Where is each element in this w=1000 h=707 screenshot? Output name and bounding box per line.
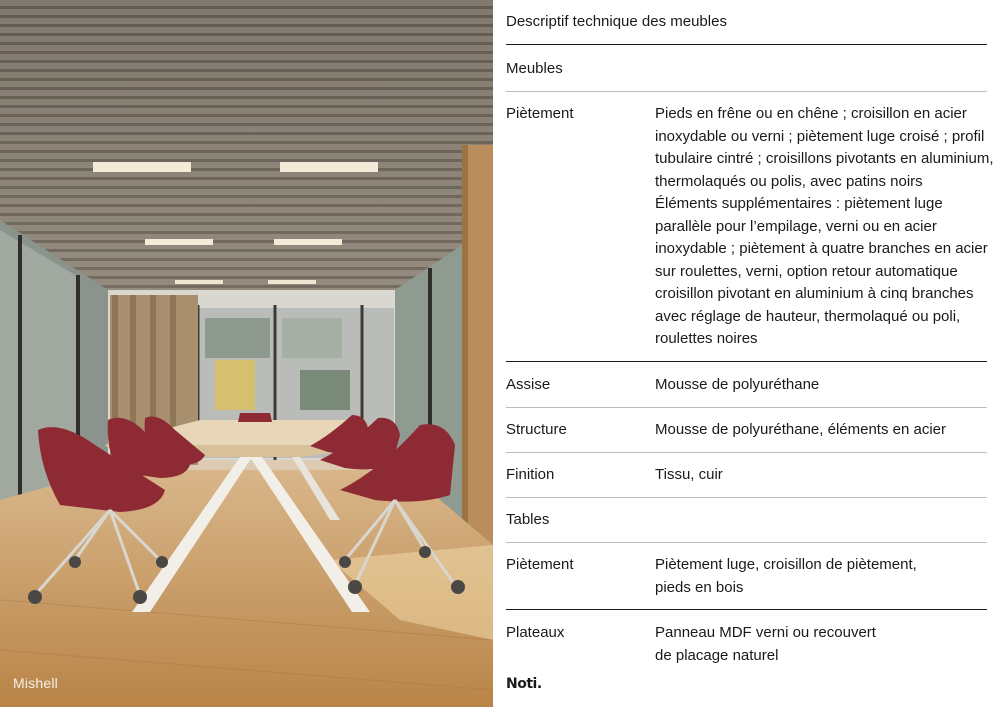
technical-description-sheet <box>506 0 994 707</box>
row-value-plateaux <box>655 622 989 667</box>
divider <box>506 44 987 45</box>
divider <box>506 542 987 543</box>
row-value-structure <box>655 419 989 442</box>
meeting-room-illustration <box>0 0 493 707</box>
row-value-assise <box>655 374 989 397</box>
value-line: Mousse de polyuréthane <box>655 376 820 393</box>
meeting-room-photo <box>0 0 493 707</box>
value-line: Mousse de polyuréthane, éléments en acier <box>655 421 947 438</box>
value-line: pieds en bois <box>655 578 744 596</box>
value-line: thermolaqués ou polis, avec patins noirs <box>655 172 923 190</box>
value-line: inoxydable ; piètement à quatre branches en acier <box>655 240 988 257</box>
divider <box>506 452 987 453</box>
value-line: de placage naturel <box>655 646 779 664</box>
value-line: Éléments supplémentaires : piètement luge <box>655 195 943 212</box>
value-line: Tissu, cuir <box>655 466 723 483</box>
divider <box>506 361 987 362</box>
value-line: Pieds en frêne ou en chêne ; croisillon en acier <box>655 105 967 122</box>
value-line: inoxydable ou verni ; piètement luge croisé ; profil <box>655 127 985 145</box>
row-label-plateaux: Plateaux <box>506 624 565 641</box>
row-label-pietement-tables: Piètement <box>506 556 574 573</box>
value-line: parallèle pour l’empilage, verni ou en acier <box>655 217 937 235</box>
row-label-assise: Assise <box>506 376 551 393</box>
value-line: sur roulettes, verni, option retour automatique <box>655 262 958 280</box>
row-value-pietement <box>655 103 994 351</box>
row-value-finition <box>655 464 989 487</box>
value-line: croisillon pivotant en aluminium à cinq branches <box>655 285 974 302</box>
value-line: roulettes noires <box>655 330 758 347</box>
value-line: avec réglage de hauteur, thermolaqué ou poli, <box>655 307 961 325</box>
divider <box>506 407 987 408</box>
value-line: tubulaire cintré ; croisillons pivotants en aluminium, <box>655 150 994 167</box>
value-line: Piètement luge, croisillon de piètement, <box>655 556 917 573</box>
row-label-structure: Structure <box>506 421 567 438</box>
row-label-pietement: Piètement <box>506 105 574 122</box>
divider <box>506 609 987 610</box>
sheet-title: Descriptif technique des meubles <box>506 13 727 30</box>
divider <box>506 91 987 92</box>
value-line: Panneau MDF verni ou recouvert <box>655 624 876 641</box>
divider <box>506 497 987 498</box>
row-label-finition: Finition <box>506 466 555 483</box>
section-heading-meubles: Meubles <box>506 60 563 77</box>
photo-caption: Mishell <box>13 675 58 691</box>
row-value-pietement-tables <box>655 554 989 599</box>
section-heading-tables: Tables <box>506 511 550 528</box>
brand-logo: Noti. <box>506 676 542 692</box>
